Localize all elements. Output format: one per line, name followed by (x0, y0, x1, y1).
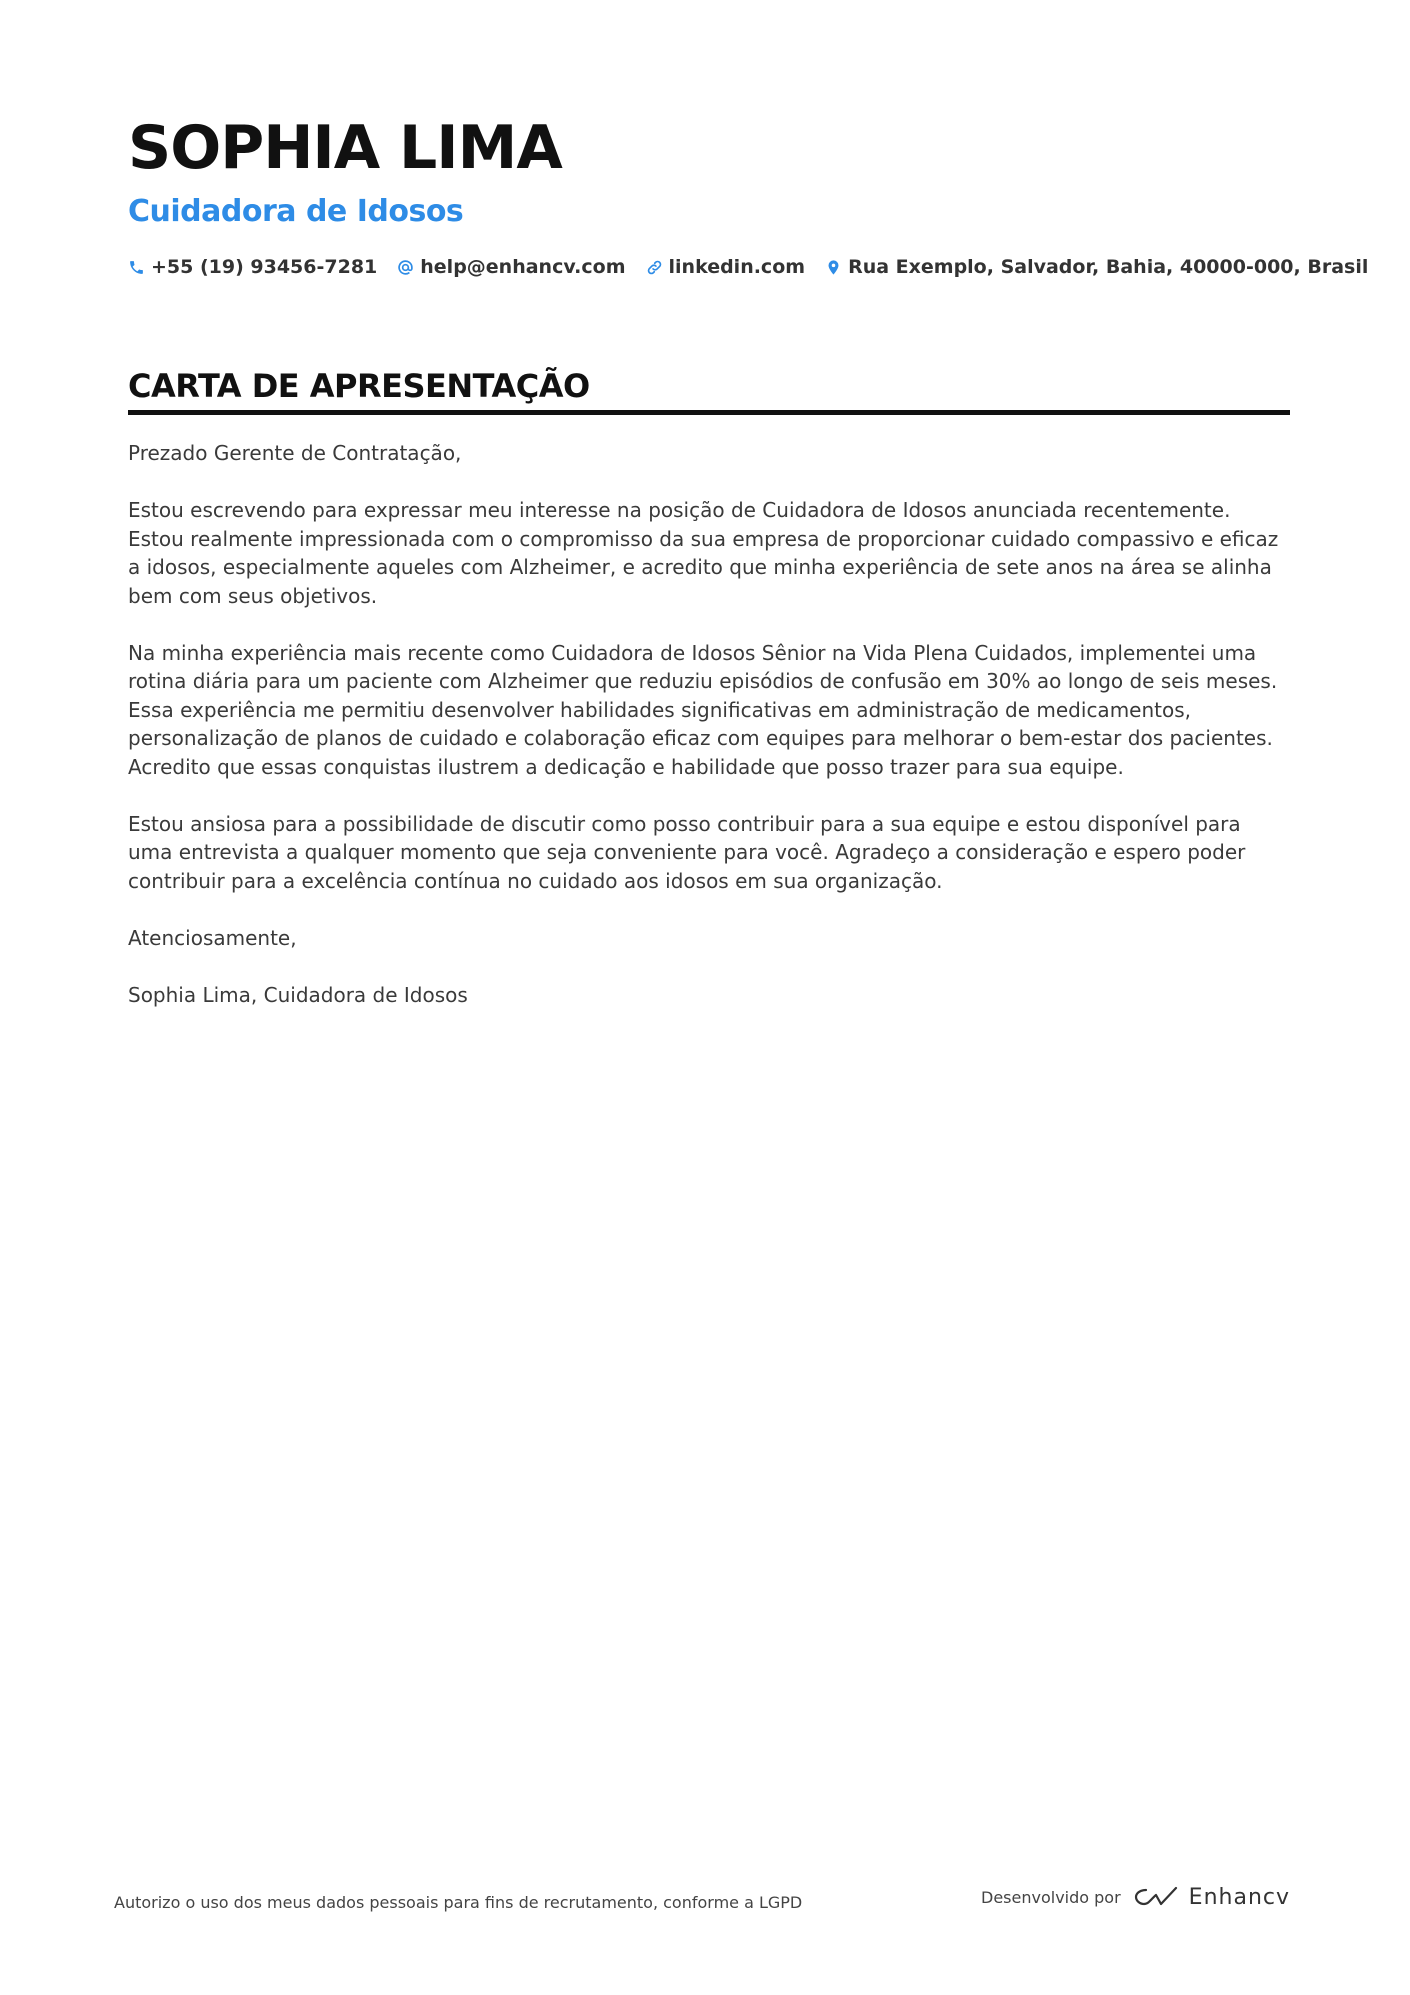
contact-phone (128, 256, 377, 278)
candidate-name: SOPHIA LIMA (128, 113, 562, 183)
link-icon (646, 259, 663, 276)
letter-paragraph-3: Estou ansiosa para a possibilidade de discutir como posso contribuir para a sua equipe e estou disponível para uma entrevista a qualquer momento que seja conveniente para você. Agradeço a consideração e espero poder contribuir para a excelência contínua no cuidado aos idosos em sua organização. (128, 811, 1246, 893)
contact-address (825, 256, 1368, 278)
letter-paragraph-2: Na minha experiência mais recente como Cuidadora de Idosos Sênior na Vida Plena Cuidados, implementei uma rotina diária para um paciente com Alzheimer que reduziu episódios de confusão em 30% ao longo de seis meses. Essa experiência me permitiu desenvolver habilidades significativas em administração de medicamentos, personalização de planos de cuidado e colaboração eficaz com equipes para melhorar o bem-estar dos pacientes. Acredito que essas conquistas ilustrem a dedicação e habilidade que posso trazer para sua equipe. (128, 640, 1278, 779)
letter-closing: Atenciosamente, (128, 925, 297, 950)
address: Rua Exemplo, Salvador, Bahia, 40000-000, Brasil (848, 256, 1369, 278)
powered-by[interactable] (981, 1884, 1290, 1910)
letter-signature: Sophia Lima, Cuidadora de Idosos (128, 982, 468, 1007)
candidate-role: Cuidadora de Idosos (128, 194, 464, 229)
location-pin-icon (825, 259, 842, 276)
section-title: CARTA DE APRESENTAÇÃO (128, 367, 590, 405)
contact-bar (128, 256, 1369, 278)
cover-letter-section (128, 364, 1290, 1038)
brand-name: Enhancv (1188, 1884, 1290, 1910)
phone-icon (128, 259, 145, 276)
letter-paragraph-1: Estou escrevendo para expressar meu interesse na posição de Cuidadora de Idosos anunciada recentemente. Estou realmente impressionada com o compromisso da sua empresa de proporcionar cuidado compassivo e eficaz a idosos, especialmente aqueles com Alzheimer, e acredito que minha experiência de sete anos na área se alinha bem com seus objetivos. (128, 498, 1279, 608)
at-icon (397, 259, 414, 276)
powered-by-label: Desenvolvido por (981, 1887, 1121, 1907)
email-address[interactable]: help@enhancv.com (420, 256, 626, 278)
consent-note: Autorizo o uso dos meus dados pessoais para fins de recrutamento, conforme a LGPD (114, 1893, 803, 1912)
header (128, 112, 1369, 278)
section-divider (128, 410, 1290, 415)
letter-greeting: Prezado Gerente de Contratação, (128, 441, 462, 465)
contact-linkedin[interactable] (646, 256, 806, 278)
contact-email[interactable] (397, 256, 625, 278)
linkedin-link[interactable]: linkedin.com (668, 256, 806, 278)
letter-body (128, 439, 1290, 1009)
phone-number: +55 (19) 93456-7281 (151, 256, 378, 278)
enhancv-logo-icon (1133, 1884, 1179, 1910)
